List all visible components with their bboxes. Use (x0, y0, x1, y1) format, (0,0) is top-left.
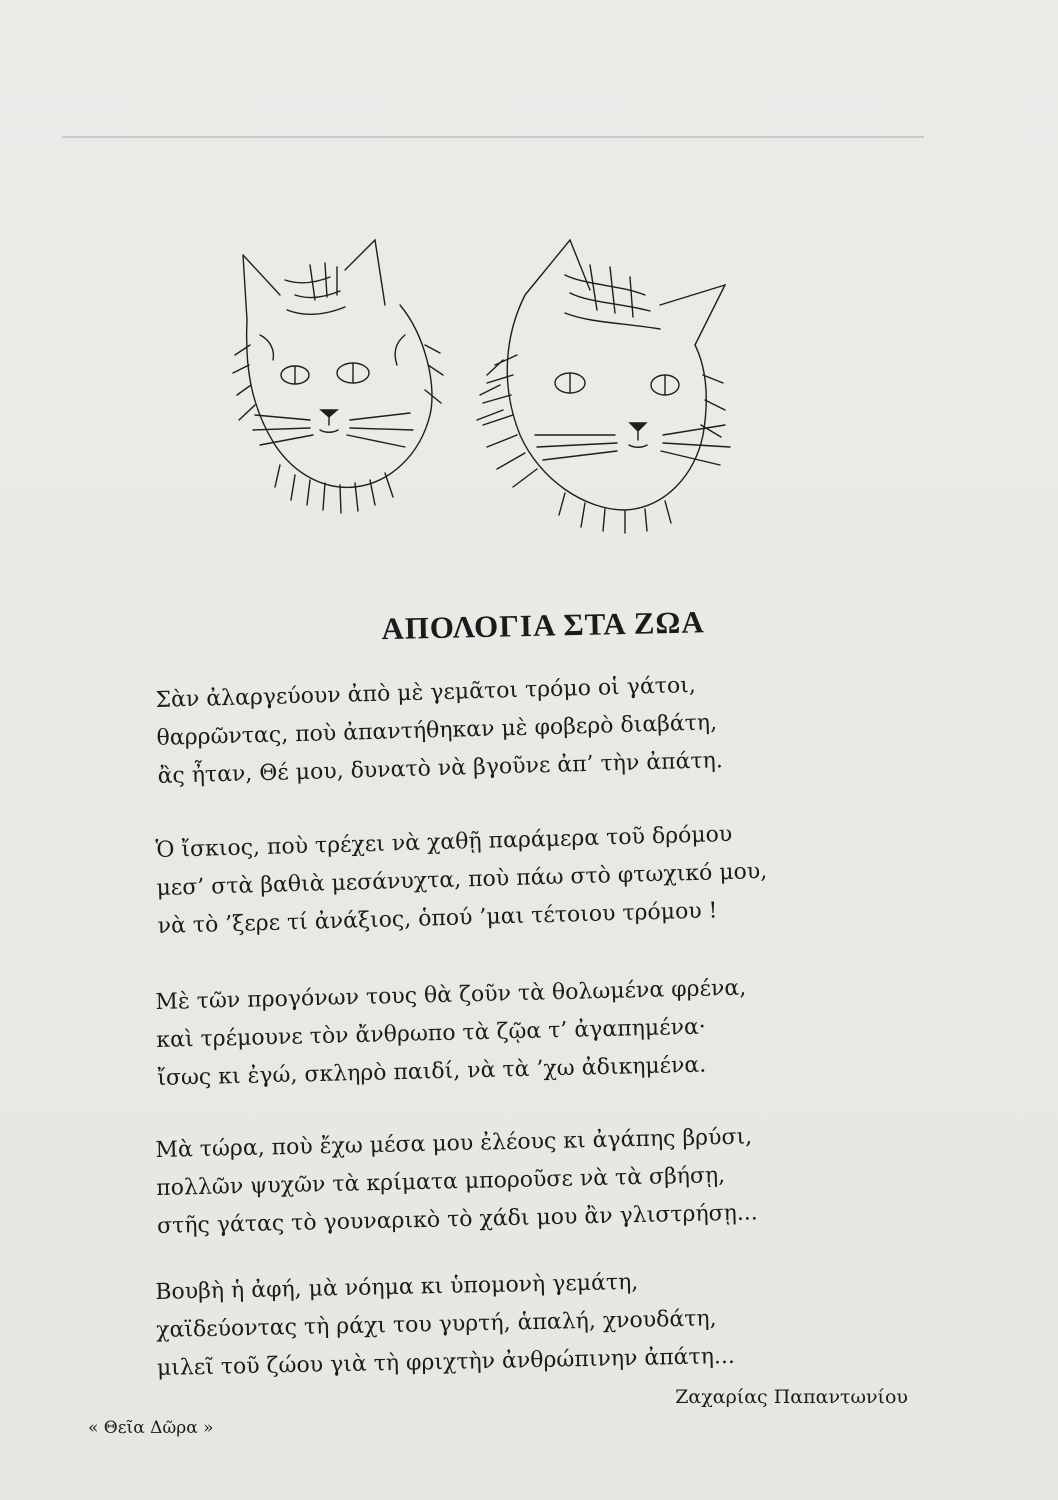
poem-author: Ζαχαρίας Παπαντωνίου (675, 1386, 908, 1408)
striped-cat-head-icon (477, 240, 730, 533)
stanza-4 (155, 1116, 877, 1246)
stanza-5 (155, 1259, 877, 1388)
cat-illustration (225, 225, 745, 535)
poem-line: μεσ’ στὰ βαθιὰ μεσάνυχτα, ποὺ πάω στὸ φτωχικό μου, (156, 858, 768, 901)
tabby-cat-head-icon (233, 240, 443, 513)
poem-line: νὰ τὸ ’ξερε τί ἀνάξιος, ὁπού ’μαι τέτοιου τρόμου ! (157, 898, 718, 939)
stanza-1 (155, 662, 878, 796)
poem-source: « Θεῖα Δῶρα » (88, 1418, 214, 1438)
stanza-3 (155, 966, 878, 1098)
poem-line: θαρρῶντας, ποὺ ἀπαντήθηκαν μὲ φοβερὸ διαβάτη, (156, 710, 718, 751)
poem-line: Μὲ τῶν προγόνων τους θὰ ζοῦν τὰ θολωμένα φρένα, (155, 975, 747, 1015)
poem-line: Βουβὴ ἡ ἀφή, μὰ νόημα κι ὑπομονὴ γεμάτη, (155, 1269, 639, 1305)
poem-line: χαϊδεύοντας τὴ ράχι του γυρτή, ἁπαλή, χνουδάτη, (155, 1306, 717, 1343)
poem-line: στῆς γάτας τὸ γουναρικὸ τὸ χάδι μου ἂν γλιστρήσῃ... (156, 1200, 759, 1239)
poem-line: Σὰν ἀλαργεύουν ἀπὸ μὲ γεμᾶτοι τρόμο οἱ γάτοι, (155, 672, 697, 713)
poem-line: Ὁ ἴσκιος, ποὺ τρέχει νὰ χαθῇ παράμερα τοῦ δρόμου (155, 821, 733, 863)
poem-line: ἂς ἦταν, Θέ μου, δυνατὸ νὰ βγοῦνε ἀπ’ τὴν ἀπάτη. (157, 748, 724, 789)
poem-line: Μὰ τώρα, ποὺ ἔχω μέσα μου ἐλέους κι ἀγάπης βρύσι, (155, 1124, 753, 1163)
poem-line: καὶ τρέμουνε τὸν ἄνθρωπο τὰ ζῷα τ’ ἀγαπημένα· (156, 1014, 707, 1053)
poem-title: ΑΠΟΛΟΓΙΑ ΣΤΑ ΖΩΑ (380, 604, 705, 647)
poem-line: μιλεῖ τοῦ ζώου γιὰ τὴ φριχτὴν ἀνθρώπινην ἀπάτη... (156, 1343, 736, 1381)
bleed-through-rule (62, 136, 924, 138)
poem-line: ἴσως κι ἐγώ, σκληρὸ παιδί, νὰ τὰ ’χω ἀδικημένα. (157, 1052, 707, 1091)
stanza-2 (155, 812, 878, 946)
poem-line: πολλῶν ψυχῶν τὰ κρίματα μποροῦσε νὰ τὰ σβήσῃ, (155, 1163, 726, 1201)
